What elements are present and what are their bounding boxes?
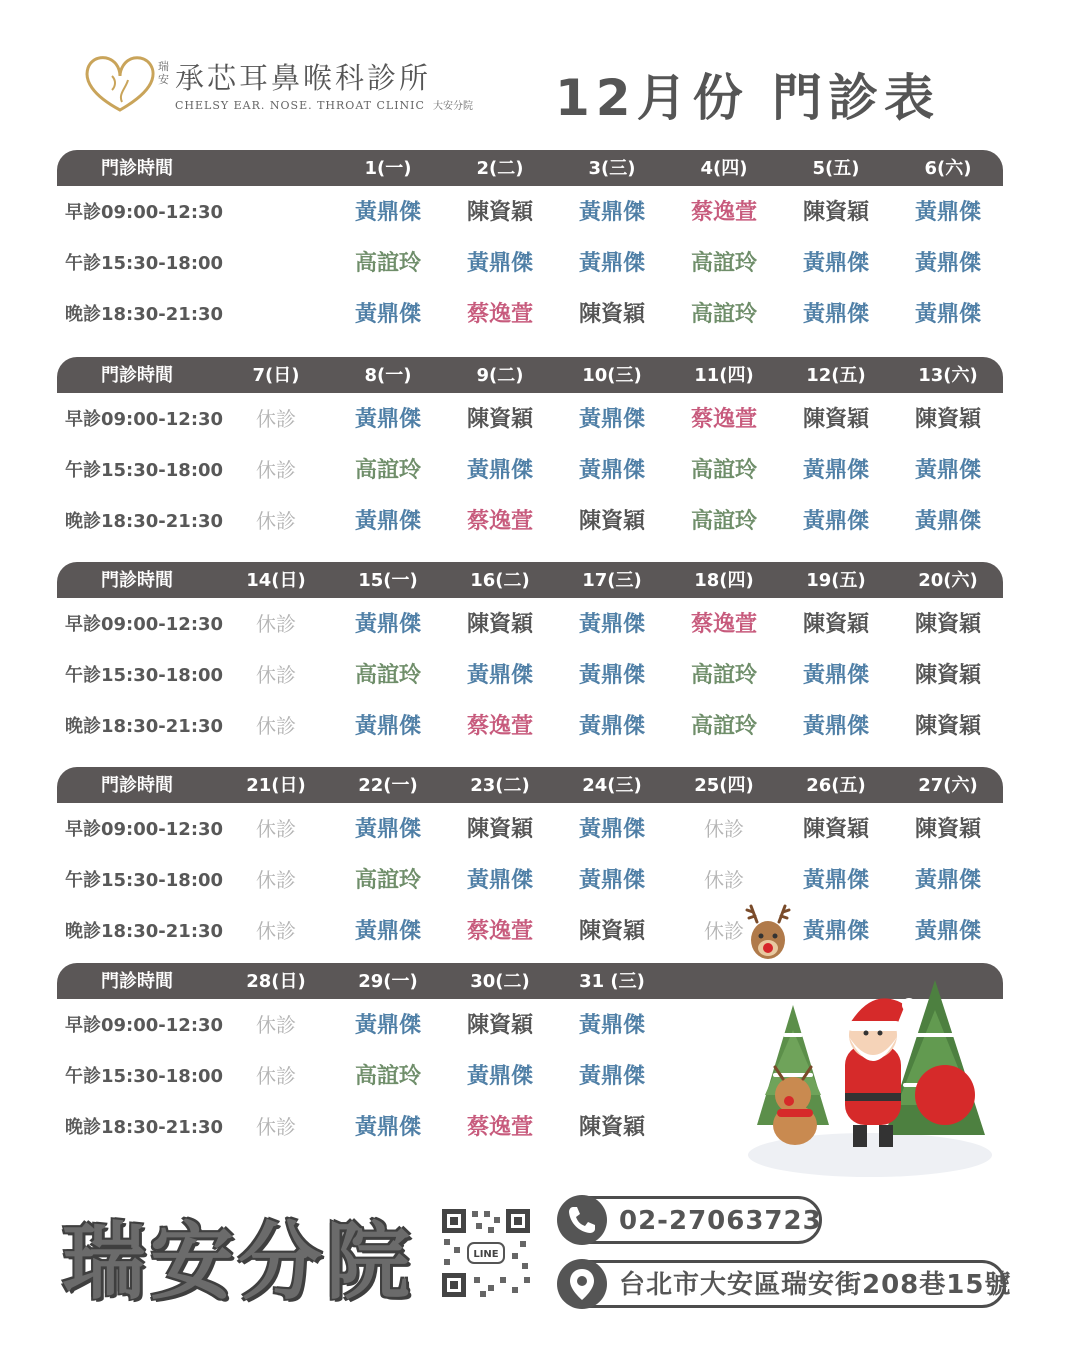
session-label: 早診09:00-12:30 [65,819,224,840]
doctor-cell: 黃鼎傑 [578,407,645,432]
branch-name: 瑞安分院 [62,1213,415,1311]
session-row [57,444,1003,495]
doctor-cell: 黃鼎傑 [578,612,645,637]
day-header: 31 (三) [579,971,645,992]
week-block [57,767,1003,956]
day-header: 24(三) [582,775,642,796]
closed-cell: 休診 [256,509,296,533]
session-row [57,393,1003,444]
day-header: 2(二) [476,158,524,179]
doctor-cell: 黃鼎傑 [578,1064,645,1089]
doctor-cell: 陳資穎 [466,200,533,225]
closed-cell: 休診 [256,919,296,943]
day-header: 14(日) [246,570,306,591]
phone-icon [557,1195,607,1245]
doctor-cell: 黃鼎傑 [578,714,645,739]
doctor-cell: 黃鼎傑 [914,868,981,893]
doctor-cell: 黃鼎傑 [354,1013,421,1038]
doctor-cell: 陳資穎 [466,817,533,842]
session-header: 門診時間 [101,971,173,992]
day-header: 6(六) [924,158,972,179]
doctor-cell: 陳資穎 [466,1013,533,1038]
doctor-cell: 黃鼎傑 [802,509,869,534]
doctor-cell: 黃鼎傑 [466,1064,533,1089]
day-header: 22(一) [358,775,418,796]
doctor-cell: 高誼玲 [690,458,757,483]
session-label: 晚診18:30-21:30 [65,511,224,532]
doctor-cell: 黃鼎傑 [914,458,981,483]
doctor-cell: 黃鼎傑 [578,868,645,893]
day-header: 4(四) [700,158,748,179]
doctor-cell: 陳資穎 [578,1115,645,1140]
doctor-cell: 黃鼎傑 [802,302,869,327]
session-label: 午診15:30-18:00 [65,870,224,891]
doctor-cell: 陳資穎 [802,200,869,225]
doctor-cell [220,186,332,237]
doctor-cell: 高誼玲 [354,251,421,276]
doctor-cell: 蔡逸萱 [466,919,533,944]
doctor-cell: 黃鼎傑 [466,251,533,276]
doctor-cell: 陳資穎 [578,509,645,534]
closed-cell: 休診 [256,612,296,636]
session-label: 晚診18:30-21:30 [65,921,224,942]
day-header: 17(三) [582,570,642,591]
clinic-english-sub: 大安分院 [432,101,473,112]
doctor-cell: 蔡逸萱 [690,200,757,225]
session-row [57,854,1003,905]
day-header: 29(一) [358,971,418,992]
location-pin-icon [557,1259,607,1309]
doctor-cell: 蔡逸萱 [466,302,533,327]
doctor-cell [220,237,332,288]
day-header: 20(六) [918,570,978,591]
session-label: 早診09:00-12:30 [65,614,224,635]
session-row [57,598,1003,649]
closed-cell: 休診 [256,663,296,687]
day-header: 10(三) [582,365,642,386]
doctor-cell: 高誼玲 [354,663,421,688]
session-label: 早診09:00-12:30 [65,409,224,430]
day-header: 16(二) [470,570,530,591]
doctor-cell: 黃鼎傑 [354,407,421,432]
doctor-cell: 高誼玲 [354,1064,421,1089]
doctor-cell: 黃鼎傑 [466,663,533,688]
doctor-cell: 陳資穎 [914,407,981,432]
clinic-logo-icon [82,50,158,116]
doctor-cell: 黃鼎傑 [914,509,981,534]
week-block [57,357,1003,546]
session-label: 早診09:00-12:30 [65,1015,224,1036]
session-header: 門診時間 [101,570,173,591]
doctor-cell: 高誼玲 [690,302,757,327]
week-block [57,562,1003,751]
doctor-cell: 高誼玲 [354,868,421,893]
day-header: 30(二) [470,971,530,992]
clinic-name: 承芯耳鼻喉科診所 [175,61,432,95]
day-header: 12(五) [806,365,866,386]
session-label: 晚診18:30-21:30 [65,716,224,737]
reindeer-icon [743,900,793,966]
doctor-cell: 黃鼎傑 [578,458,645,483]
clinic-branch-small: 瑞安 [158,60,169,86]
address: 台北市大安區瑞安街208巷15號 [619,1270,1012,1300]
closed-cell: 休診 [256,407,296,431]
session-header: 門診時間 [101,365,173,386]
doctor-cell: 黃鼎傑 [578,251,645,276]
session-row [57,237,1003,288]
doctor-cell: 黃鼎傑 [578,817,645,842]
doctor-cell: 黃鼎傑 [466,458,533,483]
doctor-cell: 蔡逸萱 [466,1115,533,1140]
doctor-cell: 陳資穎 [578,302,645,327]
doctor-cell: 黃鼎傑 [354,612,421,637]
day-header: 9(二) [476,365,524,386]
session-row [57,905,1003,956]
day-header: 1(一) [364,158,412,179]
closed-cell: 休診 [256,868,296,892]
doctor-cell: 陳資穎 [466,407,533,432]
address-pill[interactable] [558,1260,1012,1308]
closed-cell: 休診 [704,817,744,841]
session-label: 午診15:30-18:00 [65,665,224,686]
day-header: 8(一) [364,365,412,386]
session-label: 晚診18:30-21:30 [65,304,224,325]
week-header-bar [57,562,1003,598]
day-header: 3(三) [588,158,636,179]
closed-cell: 休診 [704,919,744,943]
week-block [57,150,1003,339]
closed-cell: 休診 [256,1064,296,1088]
qr-label: LINE [473,1249,499,1260]
day-header: 11(四) [694,365,754,386]
header [0,0,1080,140]
doctor-cell: 陳資穎 [914,663,981,688]
closed-cell: 休診 [256,714,296,738]
page-title: 12月份 門診表 [555,69,940,127]
session-label: 午診15:30-18:00 [65,253,224,274]
session-row [57,700,1003,751]
doctor-cell: 蔡逸萱 [690,407,757,432]
doctor-cell: 黃鼎傑 [354,817,421,842]
doctor-cell: 蔡逸萱 [466,509,533,534]
doctor-cell: 陳資穎 [914,612,981,637]
day-header: 25(四) [694,775,754,796]
doctor-cell: 黃鼎傑 [802,868,869,893]
session-label: 午診15:30-18:00 [65,460,224,481]
doctor-cell: 黃鼎傑 [802,714,869,739]
doctor-cell: 高誼玲 [354,458,421,483]
doctor-cell: 陳資穎 [802,612,869,637]
doctor-cell: 黃鼎傑 [354,714,421,739]
day-header: 5(五) [812,158,860,179]
doctor-cell: 高誼玲 [690,663,757,688]
session-row [57,649,1003,700]
day-header: 28(日) [246,971,306,992]
session-label: 午診15:30-18:00 [65,1066,224,1087]
doctor-cell: 高誼玲 [690,714,757,739]
doctor-cell: 高誼玲 [690,251,757,276]
doctor-cell: 黃鼎傑 [354,919,421,944]
week-header-bar [57,357,1003,393]
session-label: 晚診18:30-21:30 [65,1117,224,1138]
doctor-cell: 蔡逸萱 [690,612,757,637]
day-header: 13(六) [918,365,978,386]
doctor-cell: 黃鼎傑 [802,251,869,276]
day-header: 18(四) [694,570,754,591]
doctor-cell: 陳資穎 [578,919,645,944]
session-header: 門診時間 [101,775,173,796]
doctor-cell: 陳資穎 [802,407,869,432]
doctor-cell: 陳資穎 [914,714,981,739]
closed-cell: 休診 [256,1115,296,1139]
day-header: 7(日) [252,365,300,386]
doctor-cell: 黃鼎傑 [578,663,645,688]
doctor-cell: 黃鼎傑 [802,458,869,483]
doctor-cell: 黃鼎傑 [578,200,645,225]
doctor-cell: 陳資穎 [802,817,869,842]
doctor-cell: 黃鼎傑 [914,302,981,327]
doctor-cell [220,288,332,339]
clinic-english-name [175,97,473,112]
doctor-cell: 高誼玲 [690,509,757,534]
closed-cell: 休診 [256,458,296,482]
doctor-cell: 黃鼎傑 [914,200,981,225]
clinic-english-text: CHELSY EAR. NOSE. THROAT CLINIC [175,99,425,112]
session-row [57,186,1003,237]
week-header-bar [57,767,1003,803]
santa-christmas-icon [745,975,995,1180]
day-header: 26(五) [806,775,866,796]
day-header: 15(一) [358,570,418,591]
line-qr-code-icon[interactable] [440,1207,532,1299]
doctor-cell: 黃鼎傑 [354,1115,421,1140]
session-row [57,495,1003,546]
day-header: 23(二) [470,775,530,796]
phone-pill[interactable] [558,1196,822,1244]
doctor-cell: 陳資穎 [914,817,981,842]
week-header-bar [57,150,1003,186]
doctor-cell: 黃鼎傑 [354,302,421,327]
day-header: 21(日) [246,775,306,796]
closed-cell: 休診 [256,817,296,841]
session-label: 早診09:00-12:30 [65,202,224,223]
day-header: 27(六) [918,775,978,796]
doctor-cell: 黃鼎傑 [354,509,421,534]
phone-number: 02-27063723 [619,1206,822,1236]
doctor-cell: 黃鼎傑 [578,1013,645,1038]
closed-cell: 休診 [256,1013,296,1037]
day-header: 19(五) [806,570,866,591]
closed-cell: 休診 [704,868,744,892]
doctor-cell: 陳資穎 [466,612,533,637]
doctor-cell: 黃鼎傑 [802,919,869,944]
day-header [220,150,332,186]
session-header: 門診時間 [101,158,173,179]
session-row [57,803,1003,854]
doctor-cell: 黃鼎傑 [914,919,981,944]
doctor-cell: 黃鼎傑 [802,663,869,688]
doctor-cell: 蔡逸萱 [466,714,533,739]
doctor-cell: 黃鼎傑 [914,251,981,276]
doctor-cell: 黃鼎傑 [466,868,533,893]
session-row [57,288,1003,339]
doctor-cell: 黃鼎傑 [354,200,421,225]
